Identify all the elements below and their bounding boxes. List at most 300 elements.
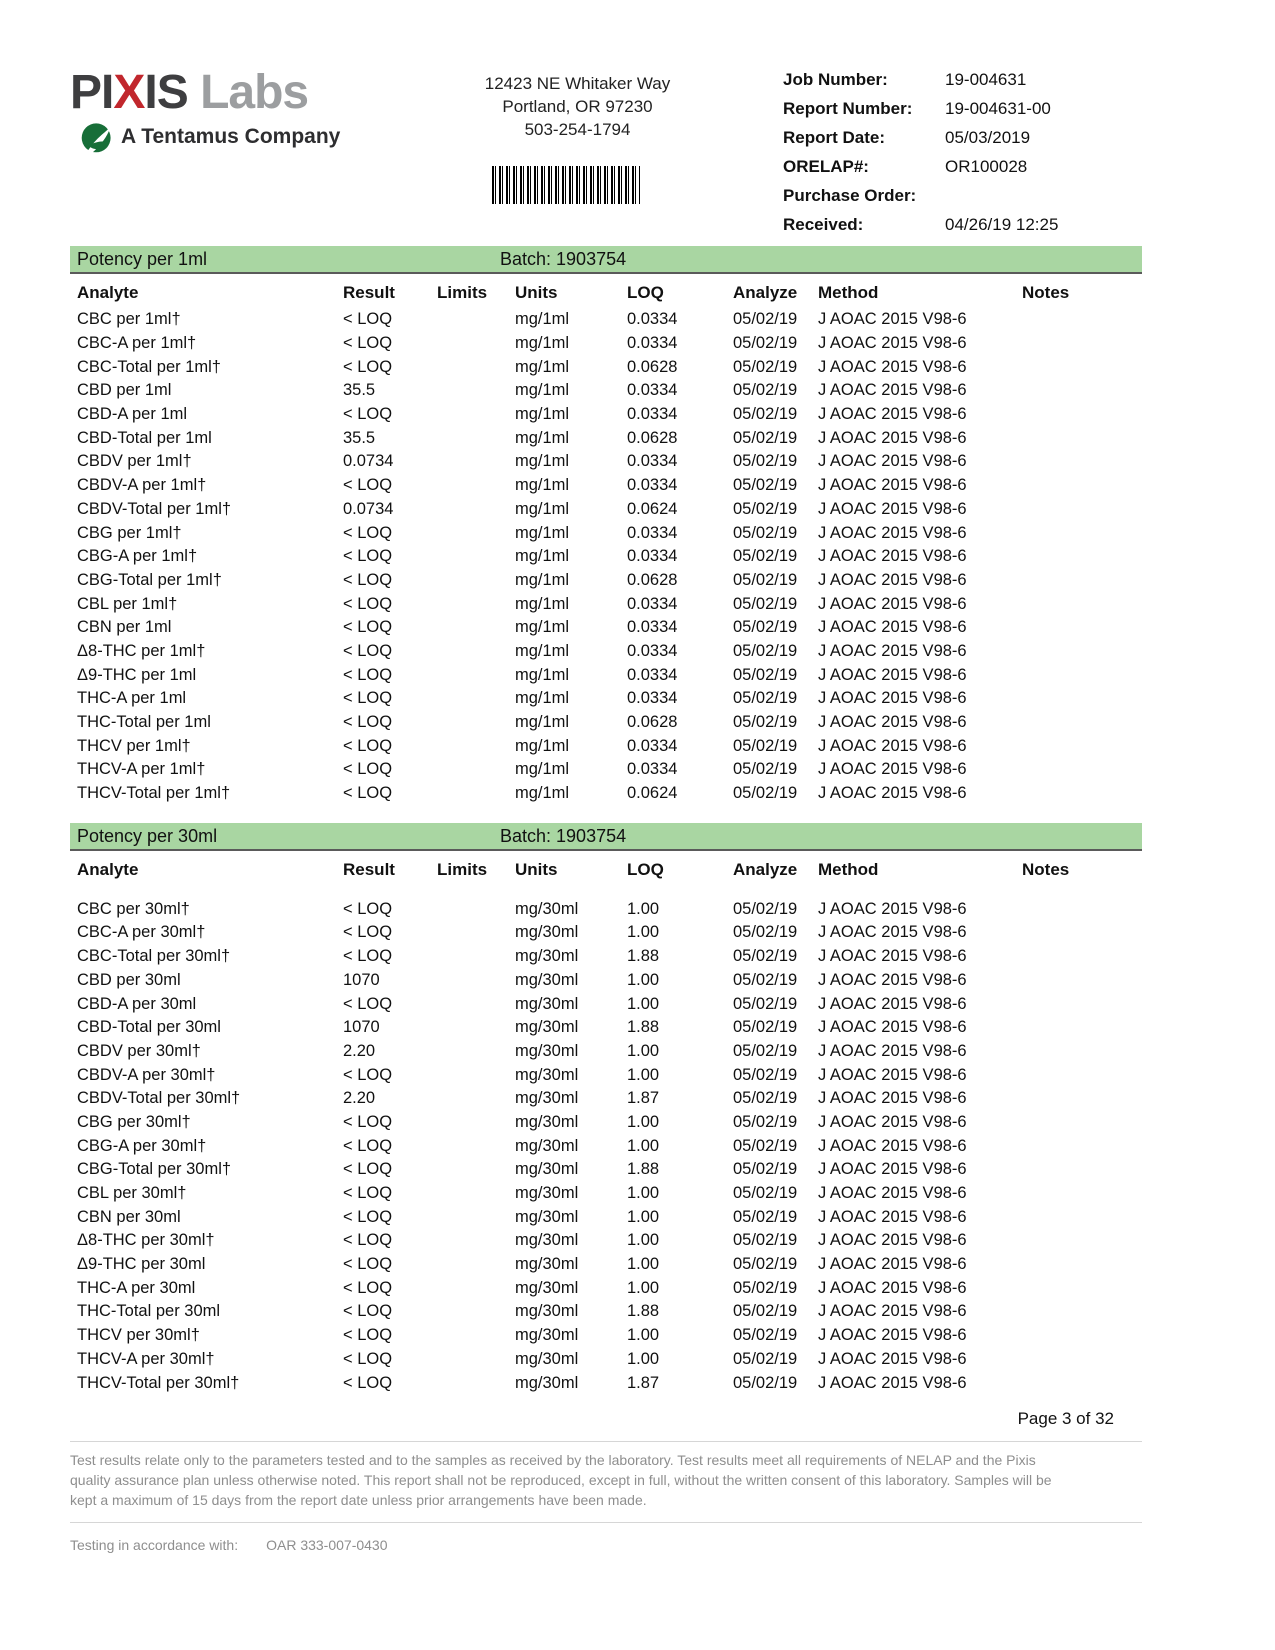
cell-units: mg/30ml xyxy=(515,1112,579,1131)
leaf-icon xyxy=(80,120,114,154)
cell-method: J AOAC 2015 V98-6 xyxy=(818,970,967,989)
cell-analyze: 05/02/19 xyxy=(733,1278,798,1297)
logo-text-is: IS xyxy=(144,66,188,119)
section-header-band xyxy=(70,823,1142,851)
cell-analyte: CBC-Total per 30ml† xyxy=(77,947,231,966)
cell-method: J AOAC 2015 V98-6 xyxy=(818,570,967,589)
cell-loq: 1.00 xyxy=(627,899,660,918)
cell-analyte: CBG per 30ml† xyxy=(77,1112,191,1131)
cell-analyze: 05/02/19 xyxy=(733,1302,798,1321)
logo-text-pi: PI xyxy=(70,66,114,119)
cell-units: mg/1ml xyxy=(515,428,570,447)
column-header-units: Units xyxy=(515,283,558,302)
cell-units: mg/1ml xyxy=(515,405,570,424)
cell-analyte: THCV per 1ml† xyxy=(77,736,191,755)
cell-method: J AOAC 2015 V98-6 xyxy=(818,476,967,495)
cell-method: J AOAC 2015 V98-6 xyxy=(818,1041,967,1060)
table-row xyxy=(70,945,1142,969)
logo-text-labs: Labs xyxy=(187,66,309,119)
cell-analyze: 05/02/19 xyxy=(733,381,798,400)
cell-result: < LOQ xyxy=(343,357,393,376)
cell-analyte: CBD-Total per 30ml xyxy=(77,1018,221,1037)
cell-result: < LOQ xyxy=(343,405,393,424)
cell-units: mg/30ml xyxy=(515,1278,579,1297)
cell-analyte: Δ9-THC per 1ml xyxy=(77,665,197,684)
cell-analyte: CBDV per 30ml† xyxy=(77,1041,201,1060)
cell-loq: 0.0334 xyxy=(627,689,678,708)
cell-method: J AOAC 2015 V98-6 xyxy=(818,452,967,471)
cell-method: J AOAC 2015 V98-6 xyxy=(818,784,967,803)
info-value: OR100028 xyxy=(945,157,1028,176)
cell-result: < LOQ xyxy=(343,713,393,732)
cell-result: < LOQ xyxy=(343,736,393,755)
cell-units: mg/30ml xyxy=(515,1184,579,1203)
cell-analyze: 05/02/19 xyxy=(733,923,798,942)
cell-result: < LOQ xyxy=(343,1278,393,1297)
table-row xyxy=(70,403,1142,427)
cell-loq: 1.88 xyxy=(627,1018,660,1037)
cell-analyze: 05/02/19 xyxy=(733,994,798,1013)
cell-units: mg/1ml xyxy=(515,523,570,542)
report-header xyxy=(0,0,1275,246)
cell-analyze: 05/02/19 xyxy=(733,1231,798,1250)
cell-result: < LOQ xyxy=(343,476,393,495)
table-row xyxy=(70,734,1142,758)
table-row xyxy=(70,758,1142,782)
table-header-row xyxy=(70,280,1142,306)
table-row xyxy=(70,1253,1142,1277)
cell-result: 2.20 xyxy=(343,1041,376,1060)
column-header-analyze: Analyze xyxy=(733,860,798,880)
cell-method: J AOAC 2015 V98-6 xyxy=(818,357,967,376)
cell-analyte: CBC per 1ml† xyxy=(77,310,181,329)
cell-result: < LOQ xyxy=(343,899,393,918)
cell-result: < LOQ xyxy=(343,1326,393,1345)
cell-analyze: 05/02/19 xyxy=(733,899,798,918)
info-value: 19-004631 xyxy=(945,70,1027,89)
cell-method: J AOAC 2015 V98-6 xyxy=(818,1278,967,1297)
cell-units: mg/1ml xyxy=(515,452,570,471)
info-row-job-number xyxy=(783,70,1183,90)
cell-units: mg/30ml xyxy=(515,994,579,1013)
cell-method: J AOAC 2015 V98-6 xyxy=(818,1349,967,1368)
cell-analyze: 05/02/19 xyxy=(733,1255,798,1274)
info-label: Received: xyxy=(783,215,864,234)
cell-loq: 0.0334 xyxy=(627,476,678,495)
cell-method: J AOAC 2015 V98-6 xyxy=(818,689,967,708)
report-info-block xyxy=(783,70,1183,244)
logo-tagline-row xyxy=(80,120,340,154)
cell-analyze: 05/02/19 xyxy=(733,405,798,424)
cell-units: mg/1ml xyxy=(515,713,570,732)
cell-result: < LOQ xyxy=(343,594,393,613)
table-header-row xyxy=(70,857,1142,883)
cell-loq: 1.00 xyxy=(627,1136,660,1155)
cell-units: mg/30ml xyxy=(515,947,579,966)
cell-loq: 0.0334 xyxy=(627,452,678,471)
logo-text-x: X xyxy=(113,66,145,119)
table-row xyxy=(70,897,1142,921)
cell-analyte: CBG-Total per 30ml† xyxy=(77,1160,232,1179)
cell-analyze: 05/02/19 xyxy=(733,594,798,613)
table-row xyxy=(70,1087,1142,1111)
cell-method: J AOAC 2015 V98-6 xyxy=(818,1089,967,1108)
cell-loq: 1.00 xyxy=(627,1041,660,1060)
cell-analyte: CBDV-Total per 30ml† xyxy=(77,1089,241,1108)
cell-analyze: 05/02/19 xyxy=(733,1112,798,1131)
cell-loq: 0.0334 xyxy=(627,334,678,353)
pixis-labs-logo xyxy=(70,68,340,154)
table-row xyxy=(70,711,1142,735)
cell-analyze: 05/02/19 xyxy=(733,947,798,966)
cell-analyze: 05/02/19 xyxy=(733,1326,798,1345)
cell-result: < LOQ xyxy=(343,1302,393,1321)
cell-analyze: 05/02/19 xyxy=(733,1136,798,1155)
cell-result: < LOQ xyxy=(343,523,393,542)
cell-analyze: 05/02/19 xyxy=(733,547,798,566)
cell-analyte: CBL per 1ml† xyxy=(77,594,178,613)
table-body xyxy=(70,308,1142,805)
cell-result: < LOQ xyxy=(343,547,393,566)
cell-analyte: THCV-A per 1ml† xyxy=(77,760,206,779)
section-potency-per-1ml xyxy=(70,246,1142,805)
cell-method: J AOAC 2015 V98-6 xyxy=(818,1018,967,1037)
cell-units: mg/30ml xyxy=(515,1207,579,1226)
cell-loq: 0.0628 xyxy=(627,428,678,447)
info-label: Job Number: xyxy=(783,70,888,89)
info-row-orelap xyxy=(783,157,1183,177)
column-header-analyte: Analyte xyxy=(77,860,139,880)
table-row xyxy=(70,992,1142,1016)
cell-units: mg/1ml xyxy=(515,641,570,660)
cell-loq: 1.00 xyxy=(627,994,660,1013)
table-row xyxy=(70,1348,1142,1372)
column-header-analyze: Analyze xyxy=(733,283,798,302)
cell-method: J AOAC 2015 V98-6 xyxy=(818,1326,967,1345)
cell-method: J AOAC 2015 V98-6 xyxy=(818,405,967,424)
cell-result: < LOQ xyxy=(343,570,393,589)
cell-loq: 0.0334 xyxy=(627,736,678,755)
column-header-units: Units xyxy=(515,860,558,880)
cell-analyte: THC-Total per 30ml xyxy=(77,1302,221,1321)
cell-result: < LOQ xyxy=(343,1065,393,1084)
cell-analyze: 05/02/19 xyxy=(733,1041,798,1060)
info-label: Report Number: xyxy=(783,99,913,118)
cell-units: mg/1ml xyxy=(515,736,570,755)
cell-loq: 0.0334 xyxy=(627,594,678,613)
barcode xyxy=(492,166,640,204)
cell-units: mg/30ml xyxy=(515,970,579,989)
address-line-1: 12423 NE Whitaker Way xyxy=(484,74,671,93)
info-value: 19-004631-00 xyxy=(945,99,1051,118)
cell-loq: 0.0334 xyxy=(627,618,678,637)
cell-analyte: CBN per 1ml xyxy=(77,618,172,637)
cell-units: mg/1ml xyxy=(515,570,570,589)
cell-loq: 1.00 xyxy=(627,970,660,989)
table-row xyxy=(70,1063,1142,1087)
cell-method: J AOAC 2015 V98-6 xyxy=(818,1112,967,1131)
table-row xyxy=(70,1300,1142,1324)
cell-units: mg/30ml xyxy=(515,1302,579,1321)
cell-loq: 1.00 xyxy=(627,923,660,942)
section-potency-per-30ml xyxy=(70,823,1142,1394)
cell-analyze: 05/02/19 xyxy=(733,1349,798,1368)
cell-loq: 0.0334 xyxy=(627,405,678,424)
cell-loq: 1.00 xyxy=(627,1255,660,1274)
cell-loq: 0.0334 xyxy=(627,547,678,566)
column-header-result: Result xyxy=(343,283,395,302)
cell-result: < LOQ xyxy=(343,1231,393,1250)
section-title: Potency per 1ml xyxy=(77,248,208,269)
table-row xyxy=(70,569,1142,593)
cell-result: 35.5 xyxy=(343,381,376,400)
cell-units: mg/1ml xyxy=(515,381,570,400)
cell-result: 0.0734 xyxy=(343,499,394,518)
batch-label: Batch: 1903754 xyxy=(500,825,627,846)
table-row xyxy=(70,1111,1142,1135)
page-number: Page 3 of 32 xyxy=(1017,1408,1114,1428)
cell-loq: 1.88 xyxy=(627,1302,660,1321)
cell-method: J AOAC 2015 V98-6 xyxy=(818,760,967,779)
cell-units: mg/30ml xyxy=(515,1136,579,1155)
cell-units: mg/1ml xyxy=(515,357,570,376)
cell-analyte: CBC-Total per 1ml† xyxy=(77,357,221,376)
cell-loq: 0.0624 xyxy=(627,499,678,518)
info-row-purchase-order xyxy=(783,186,1183,206)
cell-result: < LOQ xyxy=(343,994,393,1013)
cell-units: mg/1ml xyxy=(515,476,570,495)
table-row xyxy=(70,969,1142,993)
cell-units: mg/30ml xyxy=(515,1160,579,1179)
table-row xyxy=(70,782,1142,806)
cell-analyze: 05/02/19 xyxy=(733,310,798,329)
testing-value: OAR 333-007-0430 xyxy=(266,1536,388,1553)
table-row xyxy=(70,1040,1142,1064)
table-row xyxy=(70,1229,1142,1253)
testing-label: Testing in accordance with: xyxy=(70,1536,239,1553)
cell-units: mg/30ml xyxy=(515,899,579,918)
cell-units: mg/30ml xyxy=(515,1373,579,1392)
cell-units: mg/30ml xyxy=(515,1018,579,1037)
cell-result: < LOQ xyxy=(343,1349,393,1368)
cell-result: < LOQ xyxy=(343,760,393,779)
cell-analyte: CBD per 1ml xyxy=(77,381,172,400)
table-row xyxy=(70,1016,1142,1040)
cell-method: J AOAC 2015 V98-6 xyxy=(818,1136,967,1155)
cell-method: J AOAC 2015 V98-6 xyxy=(818,665,967,684)
column-header-analyte: Analyte xyxy=(77,283,139,302)
cell-analyze: 05/02/19 xyxy=(733,499,798,518)
cell-units: mg/1ml xyxy=(515,689,570,708)
cell-analyze: 05/02/19 xyxy=(733,428,798,447)
cell-analyze: 05/02/19 xyxy=(733,1089,798,1108)
cell-analyze: 05/02/19 xyxy=(733,713,798,732)
cell-analyte: Δ9-THC per 30ml xyxy=(77,1255,206,1274)
cell-units: mg/1ml xyxy=(515,499,570,518)
cell-method: J AOAC 2015 V98-6 xyxy=(818,499,967,518)
column-header-result: Result xyxy=(343,860,395,880)
cell-result: 1070 xyxy=(343,970,380,989)
cell-analyte: CBL per 30ml† xyxy=(77,1184,187,1203)
cell-units: mg/30ml xyxy=(515,1231,579,1250)
table-row xyxy=(70,1276,1142,1300)
cell-units: mg/1ml xyxy=(515,547,570,566)
cell-result: < LOQ xyxy=(343,1184,393,1203)
cell-method: J AOAC 2015 V98-6 xyxy=(818,1255,967,1274)
cell-result: < LOQ xyxy=(343,1112,393,1131)
cell-result: 35.5 xyxy=(343,428,376,447)
cell-analyte: CBDV-A per 1ml† xyxy=(77,476,207,495)
cell-method: J AOAC 2015 V98-6 xyxy=(818,334,967,353)
cell-analyte: CBC-A per 30ml† xyxy=(77,923,206,942)
info-row-report-date xyxy=(783,128,1183,148)
cell-loq: 0.0334 xyxy=(627,310,678,329)
cell-analyte: Δ8-THC per 1ml† xyxy=(77,641,206,660)
address-line-3: 503-254-1794 xyxy=(524,120,631,139)
cell-analyze: 05/02/19 xyxy=(733,1184,798,1203)
batch-label: Batch: 1903754 xyxy=(500,248,627,269)
cell-analyze: 05/02/19 xyxy=(733,641,798,660)
cell-analyte: CBD-A per 1ml xyxy=(77,405,188,424)
info-row-report-number xyxy=(783,99,1183,119)
cell-method: J AOAC 2015 V98-6 xyxy=(818,713,967,732)
cell-method: J AOAC 2015 V98-6 xyxy=(818,1207,967,1226)
cell-analyze: 05/02/19 xyxy=(733,784,798,803)
cell-units: mg/1ml xyxy=(515,760,570,779)
cell-method: J AOAC 2015 V98-6 xyxy=(818,1373,967,1392)
table-row xyxy=(70,1324,1142,1348)
cell-result: < LOQ xyxy=(343,947,393,966)
cell-analyze: 05/02/19 xyxy=(733,1160,798,1179)
cell-analyze: 05/02/19 xyxy=(733,665,798,684)
cell-analyte: CBC-A per 1ml† xyxy=(77,334,197,353)
cell-result: < LOQ xyxy=(343,618,393,637)
table-row xyxy=(70,379,1142,403)
table-row xyxy=(70,545,1142,569)
cell-method: J AOAC 2015 V98-6 xyxy=(818,1065,967,1084)
cell-units: mg/1ml xyxy=(515,618,570,637)
table-row xyxy=(70,355,1142,379)
cell-analyze: 05/02/19 xyxy=(733,570,798,589)
table-body xyxy=(70,897,1142,1394)
cell-analyze: 05/02/19 xyxy=(733,1018,798,1037)
info-label: Report Date: xyxy=(783,128,886,147)
cell-units: mg/30ml xyxy=(515,1255,579,1274)
cell-analyte: THCV-Total per 30ml† xyxy=(77,1373,240,1392)
cell-result: 2.20 xyxy=(343,1089,376,1108)
cell-method: J AOAC 2015 V98-6 xyxy=(818,594,967,613)
cell-result: 0.0734 xyxy=(343,452,394,471)
cell-loq: 1.00 xyxy=(627,1326,660,1345)
cell-loq: 1.00 xyxy=(627,1278,660,1297)
info-value: 05/03/2019 xyxy=(945,128,1031,147)
cell-method: J AOAC 2015 V98-6 xyxy=(818,523,967,542)
cell-analyte: CBG-Total per 1ml† xyxy=(77,570,222,589)
cell-analyte: CBD-Total per 1ml xyxy=(77,428,212,447)
table-row xyxy=(70,663,1142,687)
cell-loq: 0.0334 xyxy=(627,381,678,400)
cell-method: J AOAC 2015 V98-6 xyxy=(818,1184,967,1203)
cell-result: < LOQ xyxy=(343,310,393,329)
column-header-notes: Notes xyxy=(1022,860,1070,880)
cell-loq: 1.00 xyxy=(627,1349,660,1368)
cell-result: < LOQ xyxy=(343,665,393,684)
cell-units: mg/30ml xyxy=(515,923,579,942)
logo-tagline: A Tentamus Company xyxy=(121,125,341,148)
cell-loq: 0.0628 xyxy=(627,713,678,732)
cell-result: < LOQ xyxy=(343,689,393,708)
cell-units: mg/30ml xyxy=(515,1089,579,1108)
cell-method: J AOAC 2015 V98-6 xyxy=(818,923,967,942)
cell-loq: 1.88 xyxy=(627,1160,660,1179)
cell-units: mg/30ml xyxy=(515,1065,579,1084)
cell-method: J AOAC 2015 V98-6 xyxy=(818,1231,967,1250)
cell-loq: 0.0334 xyxy=(627,760,678,779)
column-header-limits: Limits xyxy=(437,283,488,302)
table-row xyxy=(70,1158,1142,1182)
table-row xyxy=(70,450,1142,474)
cell-loq: 1.00 xyxy=(627,1065,660,1084)
cell-method: J AOAC 2015 V98-6 xyxy=(818,618,967,637)
cell-analyte: CBDV per 1ml† xyxy=(77,452,192,471)
cell-result: < LOQ xyxy=(343,1373,393,1392)
cell-units: mg/1ml xyxy=(515,310,570,329)
report-body xyxy=(70,246,1142,1553)
cell-analyte: THC-A per 1ml xyxy=(77,689,187,708)
cell-units: mg/30ml xyxy=(515,1041,579,1060)
info-label: ORELAP#: xyxy=(783,157,869,176)
table-row xyxy=(70,616,1142,640)
cell-units: mg/1ml xyxy=(515,784,570,803)
cell-analyze: 05/02/19 xyxy=(733,1065,798,1084)
info-value: 04/26/19 12:25 xyxy=(945,215,1059,234)
cell-loq: 1.00 xyxy=(627,1112,660,1131)
cell-analyze: 05/02/19 xyxy=(733,452,798,471)
footer-divider xyxy=(70,1441,1142,1442)
cell-loq: 1.87 xyxy=(627,1373,660,1392)
table-row xyxy=(70,640,1142,664)
cell-loq: 0.0334 xyxy=(627,523,678,542)
disclaimer-text: Test results relate only to the parameters tested and to the samples as received by the laboratory. Test results meet all requirements of NELAP and the Pixis quality assurance plan unless otherwise noted. This report shall not be reproduced, except in full, without the written consent of this laboratory. Samples will be kept a maximum of 15 days from the report date unless prior arrangements have been made. xyxy=(70,1451,1052,1508)
cell-units: mg/1ml xyxy=(515,665,570,684)
table-row xyxy=(70,1205,1142,1229)
cell-method: J AOAC 2015 V98-6 xyxy=(818,1302,967,1321)
cell-analyte: THC-A per 30ml xyxy=(77,1278,196,1297)
footer-divider-2 xyxy=(70,1522,1142,1523)
column-header-limits: Limits xyxy=(437,860,488,880)
cell-method: J AOAC 2015 V98-6 xyxy=(818,1160,967,1179)
table-row xyxy=(70,921,1142,945)
cell-analyze: 05/02/19 xyxy=(733,736,798,755)
cell-analyze: 05/02/19 xyxy=(733,357,798,376)
cell-loq: 0.0334 xyxy=(627,665,678,684)
cell-result: < LOQ xyxy=(343,923,393,942)
table-row xyxy=(70,592,1142,616)
cell-result: < LOQ xyxy=(343,1255,393,1274)
table-row xyxy=(70,498,1142,522)
cell-analyte: THCV-A per 30ml† xyxy=(77,1349,215,1368)
section-header-band xyxy=(70,246,1142,274)
cell-analyze: 05/02/19 xyxy=(733,334,798,353)
cell-method: J AOAC 2015 V98-6 xyxy=(818,994,967,1013)
table-row xyxy=(70,474,1142,498)
cell-analyte: CBD-A per 30ml xyxy=(77,994,197,1013)
cell-result: 1070 xyxy=(343,1018,380,1037)
cell-loq: 1.00 xyxy=(627,1184,660,1203)
cell-analyte: CBG-A per 30ml† xyxy=(77,1136,207,1155)
address-line-2: Portland, OR 97230 xyxy=(502,97,653,116)
cell-units: mg/30ml xyxy=(515,1326,579,1345)
